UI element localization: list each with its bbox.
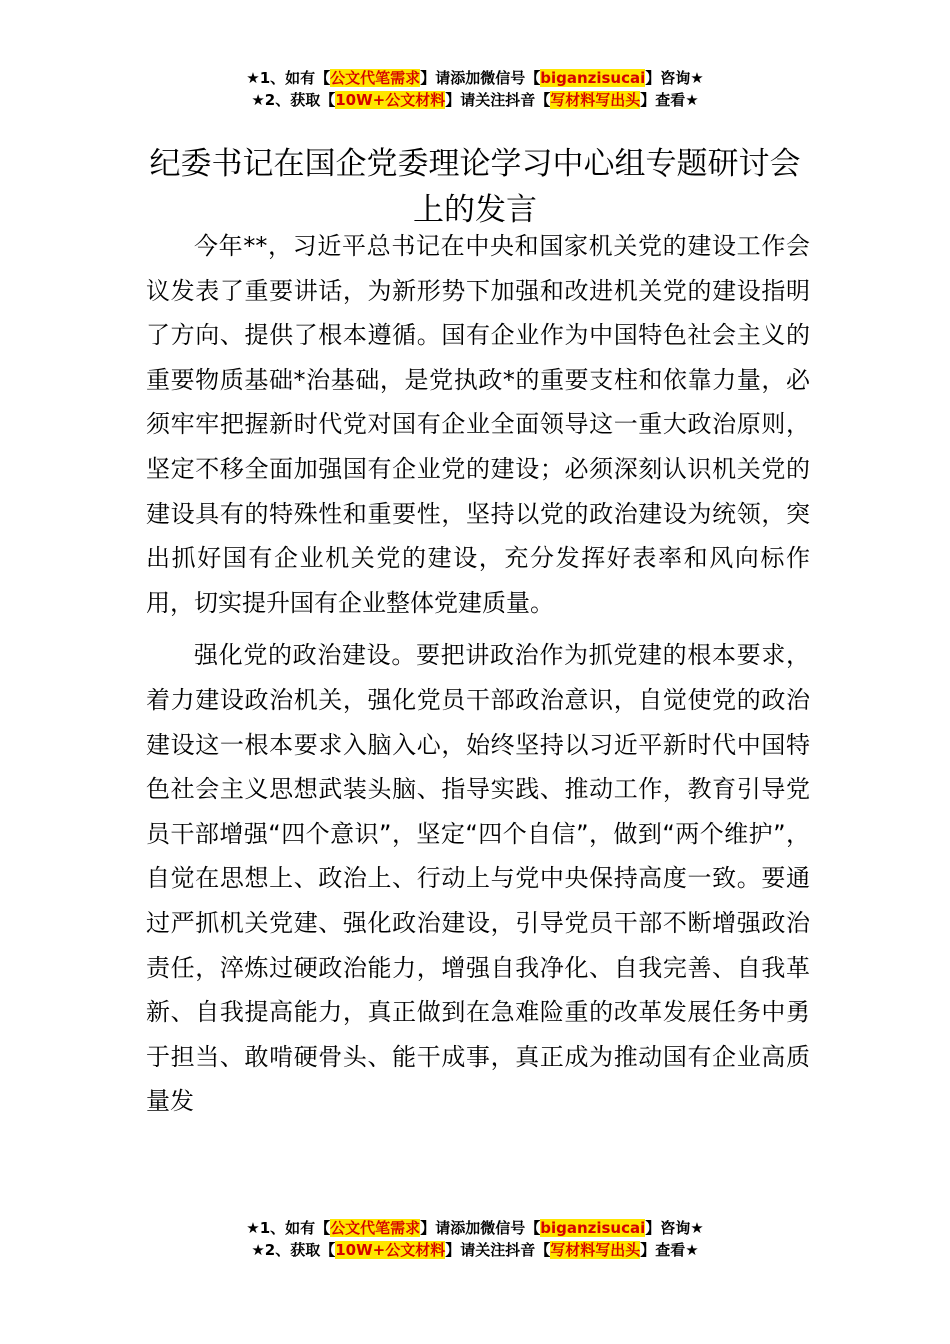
header-banner (0, 67, 950, 111)
banner-line-2: ★2、获取【10W+公文材料】请关注抖音【写材料写出头】查看★ (251, 91, 699, 109)
banner-line-1: ★1、如有【公文代笔需求】请添加微信号【biganzisucai】咨询★ (246, 69, 704, 87)
footer-banner (0, 1217, 950, 1261)
banner-highlight: biganzisucai (540, 69, 646, 87)
banner-highlight: 写材料写出头 (550, 1241, 641, 1259)
banner-highlight: 公文代笔需求 (330, 1219, 421, 1237)
banner-highlight: 公文代笔需求 (330, 69, 421, 87)
banner-line-2: ★2、获取【10W+公文材料】请关注抖音【写材料写出头】查看★ (251, 1241, 699, 1259)
banner-highlight: biganzisucai (540, 1219, 646, 1237)
document-body (146, 224, 810, 1124)
banner-line-1: ★1、如有【公文代笔需求】请添加微信号【biganzisucai】咨询★ (246, 1219, 704, 1237)
banner-highlight: 10W+公文材料 (335, 91, 446, 109)
paragraph: 今年**，习近平总书记在中央和国家机关党的建设工作会议发表了重要讲话，为新形势下加强和改进机关党的建设指明了方向、提供了根本遵循。国有企业作为中国特色社会主义的重要物质基础*治基础，是党执政*的重要支柱和依靠力量，必须牢牢把握新时代党对国有企业全面领导这一重大政治原则，坚定不移全面加强国有企业党的建设；必须深刻认识机关党的建设具有的特殊性和重要性，坚持以党的政治建设为统领，突出抓好国有企业机关党的建设，充分发挥好表率和风向标作用，切实提升国有企业整体党建质量。 (146, 232, 810, 617)
banner-highlight: 写材料写出头 (550, 91, 641, 109)
paragraph: 强化党的政治建设。要把讲政治作为抓党建的根本要求，着力建设政治机关，强化党员干部政治意识，自觉使党的政治建设这一根本要求入脑入心，始终坚持以习近平新时代中国特色社会主义思想武装头脑、指导实践、推动工作，教育引导党员干部增强“四个意识”，坚定“四个自信”，做到“两个维护”，自觉在思想上、政治上、行动上与党中央保持高度一致。要通过严抓机关党建、强化政治建设，引导党员干部不断增强政治责任，淬炼过硬政治能力，增强自我净化、自我完善、自我革新、自我提高能力，真正做到在急难险重的改革发展任务中勇于担当、敢啃硬骨头、能干成事，真正成为推动国有企业高质量发 (146, 641, 810, 1116)
document-title: 纪委书记在国企党委理论学习中心组专题研讨会上的发言 (149, 145, 801, 228)
banner-highlight: 10W+公文材料 (335, 1241, 446, 1259)
